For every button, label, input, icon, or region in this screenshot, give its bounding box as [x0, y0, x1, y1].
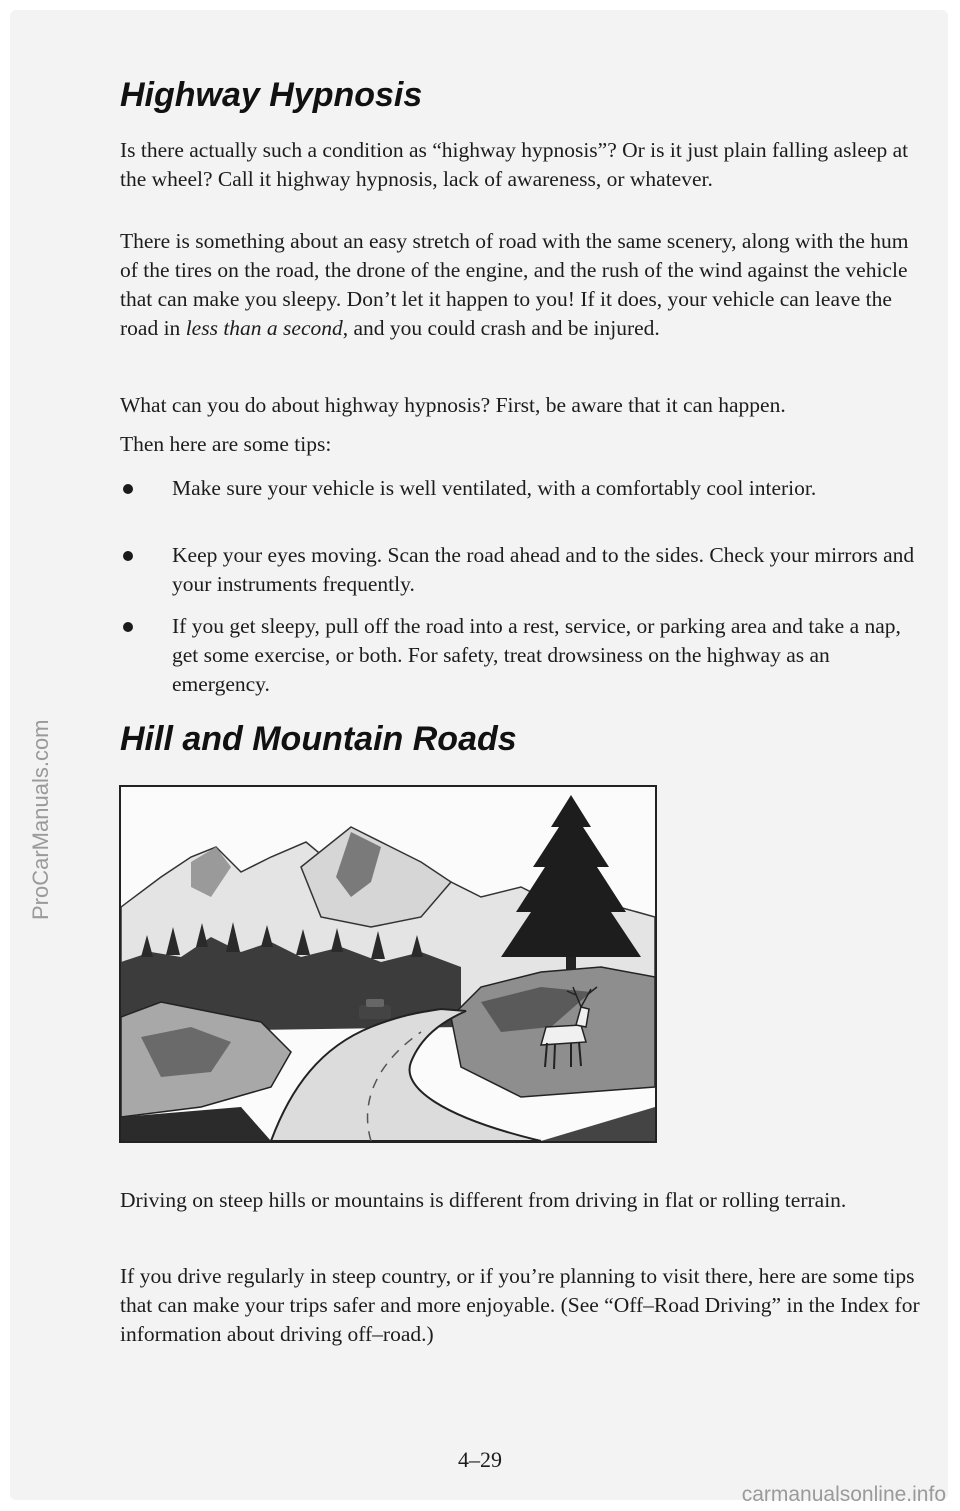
- mountain-scene-drawing: [121, 787, 655, 1141]
- hills-paragraph-1: Driving on steep hills or mountains is different from driving in flat or rolling terrain.: [120, 1188, 847, 1212]
- highway-hypnosis-heading: Highway Hypnosis: [120, 76, 423, 114]
- tips-intro: Then here are some tips:: [120, 432, 332, 456]
- bottom-watermark: carmanualsonline.info: [741, 1483, 946, 1506]
- tip-text: Keep your eyes moving. Scan the road ahead and to the sides. Check your mirrors and your instruments frequently.: [172, 543, 915, 596]
- tip-text: Make sure your vehicle is well ventilated, with a comfortably cool interior.: [172, 476, 817, 500]
- page-number: 4–29: [458, 1447, 502, 1472]
- side-watermark: ProCarManuals.com: [28, 719, 53, 920]
- less-than-a-second-emphasis: less than a second: [185, 316, 343, 340]
- hypnosis-paragraph-2: [120, 227, 920, 343]
- tip-text: If you get sleepy, pull off the road into a rest, service, or parking area and take a nap, get some exercise, or both. For safety, treat drowsiness on the highway as an emergency.: [172, 614, 901, 696]
- tip-list-item: [120, 612, 920, 699]
- mountain-road-illustration: [119, 785, 657, 1143]
- tip-list-item: [120, 474, 920, 503]
- bullet-icon: [123, 551, 133, 561]
- hill-mountain-roads-heading: Hill and Mountain Roads: [120, 720, 517, 758]
- paragraph-2-text-before: There is something about an easy stretch of road with the same scenery, along with the hum of the tires on the road, the drone of the engine, and the rush of the wind against the vehicle that can make you sleepy. Don’t let it happen to you! If it does, your vehicle can leave the road in: [120, 229, 909, 340]
- hypnosis-paragraph-1: Is there actually such a condition as “highway hypnosis”? Or is it just plain falling asleep at the wheel? Call it highway hypnosis, lack of awareness, or whatever.: [120, 138, 909, 191]
- hypnosis-paragraph-3: What can you do about highway hypnosis? First, be aware that it can happen.: [120, 393, 786, 417]
- hills-paragraph-2: If you drive regularly in steep country, or if you’re planning to visit there, here are some tips that can make your trips safer and more enjoyable. (See “Off–Road Driving” in the Index for information about driving off–road.): [120, 1264, 920, 1346]
- tip-list-item: [120, 541, 920, 599]
- bullet-icon: [123, 622, 133, 632]
- paragraph-2-text-after: , and you could crash and be injured.: [342, 316, 660, 340]
- bullet-icon: [123, 484, 133, 494]
